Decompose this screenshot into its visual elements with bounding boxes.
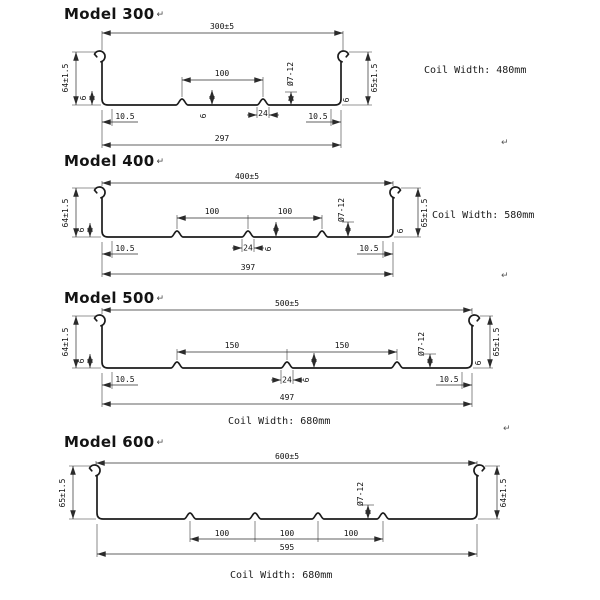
- dim-foot-left: 6: [79, 95, 88, 101]
- dim-rib-height: 6: [264, 246, 273, 252]
- dim-overall-top: 500±5: [274, 299, 300, 308]
- dim-foot-right: 6: [474, 360, 483, 366]
- return-mark-icon: ↵: [501, 138, 509, 148]
- coil-width-note-600: Coil Width: 680mm: [230, 570, 333, 581]
- dim-hole: Ø7-12: [417, 331, 426, 357]
- dim-overall-bottom: 297: [214, 134, 230, 143]
- dim-foot-left: 6: [77, 358, 86, 364]
- left-curl: [95, 51, 106, 62]
- dim-edge-right: 10.5: [308, 112, 328, 121]
- dim-rib-spacing-2: 100: [279, 529, 295, 538]
- dim-edge-left: 10.5: [115, 244, 135, 253]
- dim-rib-spacing-1: 100: [214, 529, 230, 538]
- dim-rib-width: 24: [243, 243, 253, 253]
- dim-right-height: 65±1.5: [492, 327, 501, 357]
- dim-edge-left: 10.5: [115, 112, 135, 121]
- dim-hole: Ø7-12: [356, 481, 365, 507]
- dim-rib-width: 24: [258, 109, 268, 118]
- right-curl: [469, 315, 480, 326]
- dim-overall-bottom: 397: [240, 263, 256, 272]
- coil-width-note-500: Coil Width: 680mm: [228, 416, 331, 427]
- dimension-labels-600: [58, 452, 508, 552]
- dim-rib-spacing-3: 100: [343, 529, 359, 538]
- dim-right-height: 65±1.5: [370, 63, 379, 93]
- return-mark-icon: ↵: [501, 271, 509, 281]
- dim-left-height: 64±1.5: [61, 327, 70, 357]
- dim-overall-bottom: 497: [279, 393, 295, 402]
- model-400-drawing: [61, 172, 429, 277]
- panel-outline: [102, 198, 393, 237]
- model-500-title-text: Model 500: [64, 289, 155, 307]
- dim-rib-spacing-1: 100: [204, 207, 220, 216]
- dim-rib-height: 6: [302, 377, 311, 383]
- model-300-title-text: Model 300: [64, 5, 155, 23]
- left-curl: [95, 187, 106, 198]
- dim-overall-bottom: 595: [279, 543, 295, 552]
- right-curl: [474, 465, 485, 476]
- panel-outline: [97, 476, 477, 519]
- dim-left-height: 64±1.5: [61, 198, 70, 228]
- dim-edge-left: 10.5: [115, 375, 135, 384]
- dim-left-height: 64±1.5: [61, 63, 70, 93]
- dim-edge-right: 10.5: [359, 244, 379, 253]
- model-600-drawing: [58, 452, 508, 557]
- dim-rib-spacing-2: 150: [334, 341, 350, 350]
- dim-hole: Ø7-12: [337, 197, 346, 223]
- right-curl: [390, 187, 401, 198]
- dim-right-height: 65±1.5: [420, 198, 429, 228]
- dim-overall-top: 600±5: [274, 452, 300, 461]
- profile-section-400: [95, 187, 401, 237]
- dim-rib-spacing-1: 150: [224, 341, 240, 350]
- dim-edge-right: 10.5: [439, 375, 459, 384]
- dim-overall-top: 400±5: [234, 172, 260, 181]
- return-mark-icon: ↵: [503, 424, 511, 434]
- return-mark-icon: ↵: [156, 294, 165, 304]
- dim-foot-right: 6: [342, 97, 351, 103]
- return-mark-icon: ↵: [156, 10, 165, 20]
- dimension-labels-400: [61, 172, 429, 272]
- dim-rib-width: 24: [282, 375, 292, 385]
- dim-right-height: 64±1.5: [499, 478, 508, 508]
- right-curl: [338, 51, 349, 62]
- coil-width-note-400: Coil Width: 580mm: [432, 210, 535, 221]
- profile-section-600: [90, 465, 485, 519]
- model-300-drawing: [61, 22, 379, 148]
- dim-rib-spacing: 100: [214, 69, 230, 78]
- dim-left-height: 65±1.5: [58, 478, 67, 508]
- model-500-drawing: [61, 299, 501, 407]
- dim-overall-top: 300±5: [209, 22, 235, 31]
- dimension-labels-500: [61, 299, 501, 402]
- dim-foot-right: 6: [396, 228, 405, 234]
- coil-width-note-300: Coil Width: 480mm: [424, 65, 527, 76]
- return-mark-icon: ↵: [156, 438, 165, 448]
- dimension-lines-300: [72, 31, 372, 148]
- model-600-title-text: Model 600: [64, 433, 155, 451]
- return-mark-icon: ↵: [156, 157, 165, 167]
- dim-foot-left: 6: [77, 227, 86, 233]
- dim-rib-spacing-2: 100: [277, 207, 293, 216]
- left-curl: [95, 315, 106, 326]
- dimension-labels-300: [61, 22, 379, 143]
- dim-hole: Ø7-12: [286, 61, 295, 87]
- dim-rib-height: 6: [199, 113, 208, 119]
- left-curl: [90, 465, 101, 476]
- model-400-title-text: Model 400: [64, 152, 155, 170]
